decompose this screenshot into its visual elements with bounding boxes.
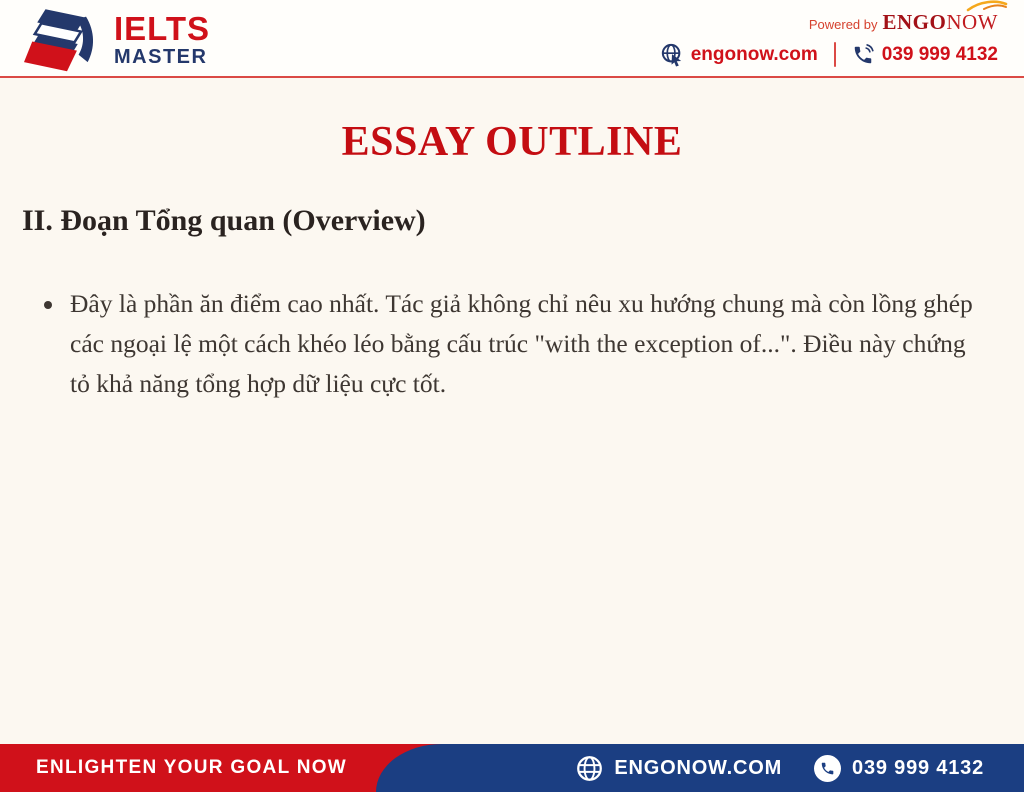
footer-slogan: ENLIGHTEN YOUR GOAL NOW: [36, 757, 348, 778]
page-title: ESSAY OUTLINE: [341, 119, 683, 165]
logo-title: IELTS: [114, 9, 211, 47]
section-heading: II. Đoạn Tổng quan (Overview): [22, 204, 426, 237]
logo: [24, 6, 210, 72]
footer-contact: [576, 744, 984, 792]
phone-circle-icon: [814, 755, 841, 782]
phone-icon: [852, 44, 874, 66]
powered-by-label: Powered by: [808, 17, 878, 32]
brand-strong: ENGO: [882, 10, 947, 34]
bullet-item: • Đây là phần ăn điểm cao nhất. Tác giả không chỉ nêu xu hướng chung mà còn lồng ghép các ngoại lệ một cách khéo léo bằng cấu trúc "with the exception of...". Điều này chứng tỏ khả năng tổng hợp dữ liệu cực tốt.: [66, 284, 985, 404]
globe-cursor-icon: [661, 43, 683, 67]
book-stack-logo-icon: [24, 6, 110, 72]
header-website-link[interactable]: engonow.com: [690, 43, 818, 65]
brand-light: NOW: [946, 10, 998, 34]
footer-website-link[interactable]: ENGONOW.COM: [614, 756, 783, 779]
header-contact-row: [661, 42, 998, 67]
logo-text: [114, 9, 211, 68]
bullet-list: [40, 284, 985, 422]
swoosh-icon: [966, 0, 1008, 13]
slide-body: [0, 80, 1024, 744]
header-right: [661, 10, 998, 67]
footer: [0, 744, 1024, 792]
footer-navy-panel: [376, 744, 1024, 792]
powered-by-brand: [883, 10, 999, 35]
powered-by: [809, 10, 998, 35]
footer-phone-link[interactable]: 039 999 4132: [852, 756, 984, 779]
contact-divider: [834, 42, 836, 67]
logo-subtitle: MASTER: [114, 45, 208, 68]
header: [0, 0, 1024, 78]
header-phone-link[interactable]: 039 999 4132: [881, 43, 998, 65]
globe-icon: [576, 755, 603, 782]
